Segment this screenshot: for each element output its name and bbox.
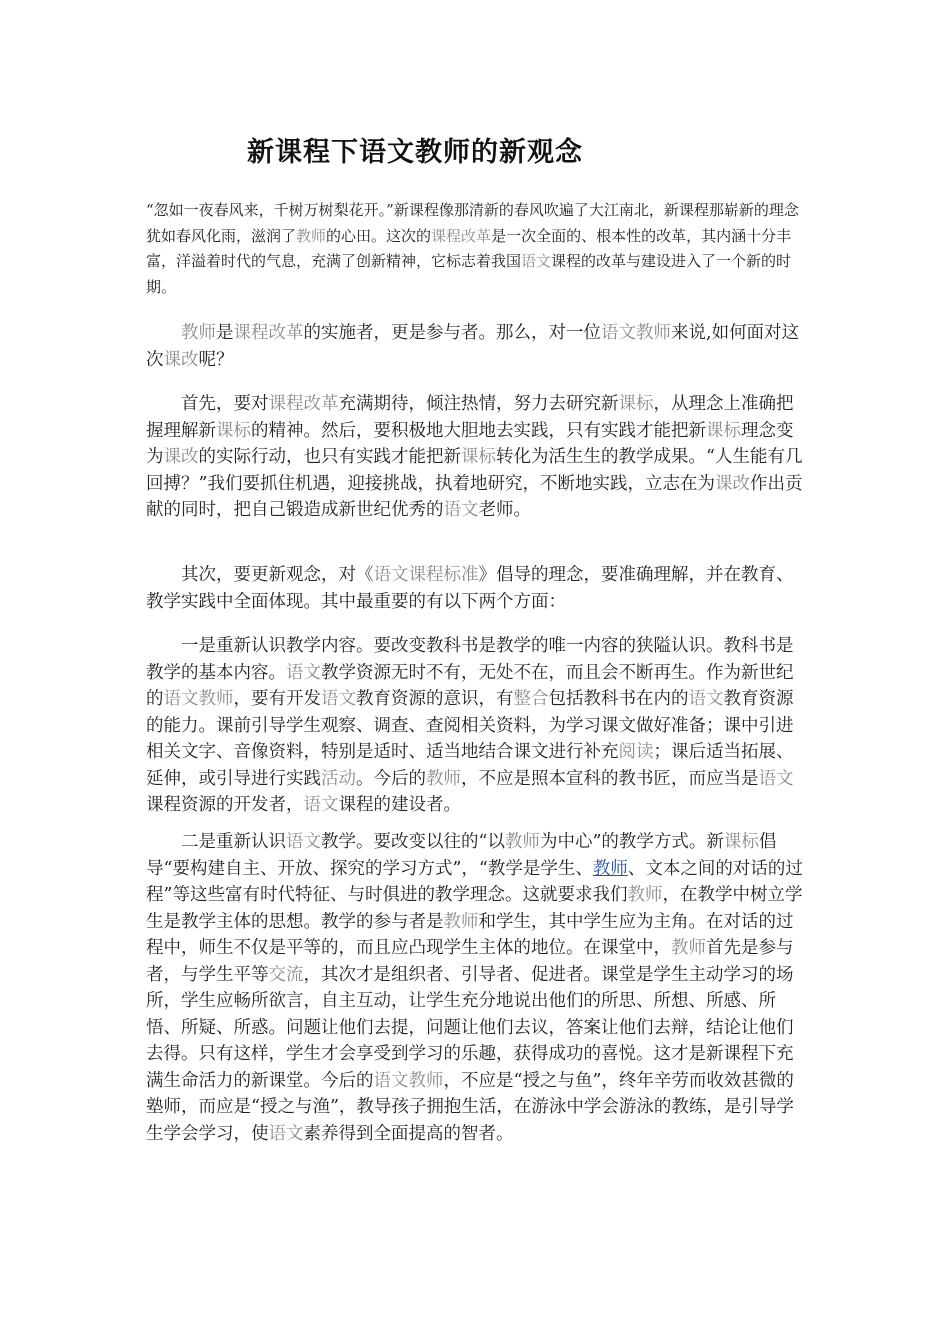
keyword-link[interactable]: 课改 [163, 349, 199, 370]
keyword-link[interactable]: 课标 [723, 832, 759, 852]
paragraph-chinese-teaching: 二是重新认识语文教学。要改变以往的“以教师为中心”的教学方式。新课标倡导“要构建自主、开放、探究的学习方式”，“教学是学生、教师、文本之间的对话的过程”等这些富有时代特征、与时俱进的教学理念。这就要求我们教师，在教学中树立学生是教学主体的思想。教学的参与者是教师和学生，其中学生应为主角。在对话的过程中，师生不仅是平等的，而且应凸现学生主体的地位。在课堂中，教师首先是参与者，与学生平等交流，其次才是组织者、引导者、促进者。课堂是学生主动学习的场所，学生应畅所欲言，自主互动，让学生充分地说出他们的所思、所想、所感、所悟、所疑、所惑。问题让他们去提，问题让他们去议，答案让他们去辩，结论让他们去得。只有这样，学生才会享受到学习的乐趣，获得成功的喜悦。这才是新课程下充满生命活力的新课堂。今后的语文教师，不应是“授之与鱼”，终年辛劳而收效甚微的塾师，而应是“授之与渔”，教导孩子拥抱生活，在游泳中学会游泳的教练，是引导学生学会学习，使语文素养得到全面提高的智者。 [146, 832, 803, 1144]
keyword-link[interactable]: 课程改革 [431, 226, 492, 245]
keyword-link[interactable]: 语文 [303, 795, 339, 815]
paragraph-question: 教师是课程改革的实施者，更是参与者。那么，对一位语文教师来说,如何面对这次课改呢？ [146, 323, 800, 370]
keyword-link[interactable]: 交流 [268, 964, 304, 985]
keyword-link[interactable]: 语文 [268, 1123, 304, 1144]
paragraph-teaching-content: 一是重新认识教学内容。要改变教科书是教学的唯一内容的狭隘认识。教科书是教学的基本内容。语文教学资源无时不有，无处不在，而且会不断再生。作为新世纪的语文教师，要有开发语文教育资源的意识，有整合包括教科书在内的语文教育资源的能力。课前引导学生观察、调查、查阅相关资料，为学习课文做好准备；课中引进相关文字、音像资料，特别是适时、适当地结合课文进行补充阅读；课后适当拓展、延伸，或引导进行实践活动。今后的教师，不应是照本宣科的教书匠，而应当是语文课程资源的开发者，语文课程的建设者。 [146, 636, 794, 815]
keyword-link[interactable]: 语文 [688, 689, 724, 709]
keyword-link[interactable]: 整合 [513, 689, 549, 709]
keyword-link[interactable]: 课程改革 [233, 323, 304, 343]
keyword-link[interactable]: 教师 [296, 226, 327, 245]
paragraph-second: 其次，要更新观念，对《语文课程标准》倡导的理念，要准确理解，并在教育、教学实践中全面体现。其中最重要的有以下两个方面： [146, 565, 794, 612]
keyword-link[interactable]: 课标 [216, 420, 251, 441]
keyword-link[interactable]: 语文 [321, 689, 356, 709]
keyword-link[interactable]: 语文教师 [373, 1070, 444, 1091]
keyword-link[interactable]: 语文 [521, 252, 552, 270]
keyword-link[interactable]: 教师 [443, 911, 479, 932]
keyword-link[interactable]: 教师 [504, 832, 540, 852]
paragraph-intro: “忽如一夜春风来，千树万树梨花开。”新课程像那清新的春风吹遍了大江南北，新课程那崭新的理念犹如春风化雨，滋润了教师的心田。这次的课程改革是一次全面的、根本性的改革，其内涵十分丰富，洋溢着时代的气息，充满了创新精神，它标志着我国语文课程的改革与建设进入了一个新的时期。 [146, 201, 799, 296]
keyword-link[interactable]: 教师 [426, 768, 461, 789]
keyword-link[interactable]: 阅读 [618, 742, 654, 762]
keyword-link[interactable]: 语文教师 [601, 323, 671, 343]
keyword-link[interactable]: 课程改革 [268, 394, 339, 414]
keyword-link[interactable]: 教师 [627, 885, 663, 905]
keyword-link[interactable]: 语文 [286, 662, 321, 683]
keyword-link[interactable]: 课标 [461, 447, 496, 467]
keyword-link[interactable]: 语文 [286, 832, 321, 852]
keyword-link[interactable]: 活动 [321, 768, 356, 789]
keyword-link[interactable]: 教师 [181, 323, 216, 343]
keyword-link[interactable]: 语文 [758, 768, 794, 789]
keyword-link[interactable]: 课改 [163, 447, 199, 467]
keyword-link[interactable]: 课改 [714, 473, 750, 494]
keyword-link[interactable]: 语文 [443, 500, 479, 520]
keyword-link[interactable]: 语文教师 [163, 689, 234, 709]
keyword-link[interactable]: 课标 [706, 420, 741, 441]
keyword-link[interactable]: 课标 [618, 394, 654, 414]
hyperlink[interactable]: 教师 [592, 858, 628, 879]
document-title: 新课程下语文教师的新观念 [247, 137, 583, 168]
paragraph-first: 首先，要对课程改革充满期待，倾注热情，努力去研究新课标，从理念上准确把握理解新课标的精神。然后，要积极地大胆地去实践，只有实践才能把新课标理念变为课改的实际行动，也只有实践才能把新课标转化为活生生的教学成果。“人生能有几回搏？”我们要抓住机遇，迎接挑战，执着地研究，不断地实践，立志在为课改作出贡献的同时，把自己锻造成新世纪优秀的语文老师。 [146, 394, 803, 520]
keyword-link[interactable]: 教师 [671, 938, 706, 958]
keyword-link[interactable]: 语文课程标准 [373, 565, 479, 585]
